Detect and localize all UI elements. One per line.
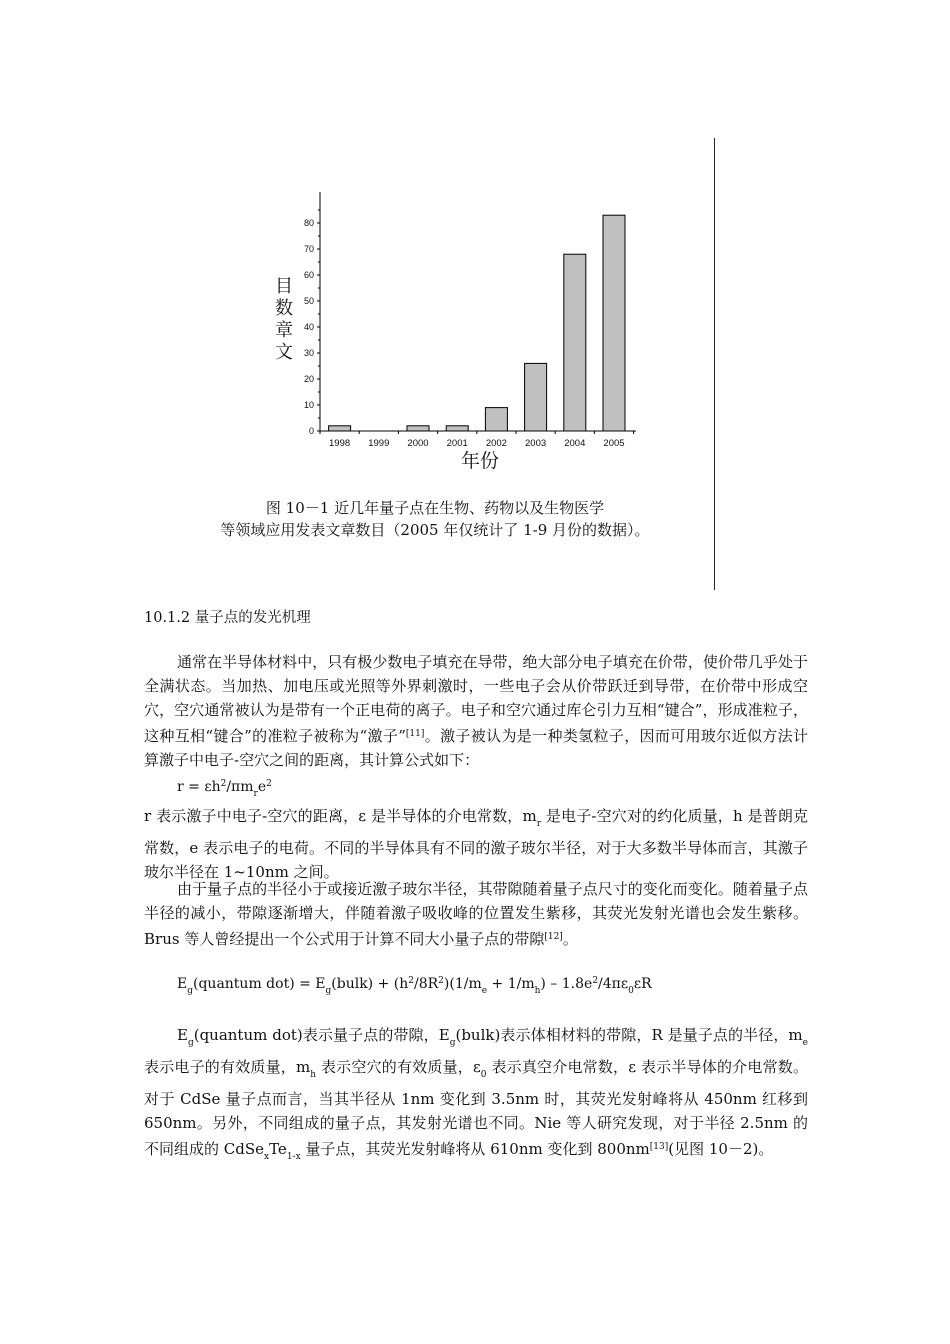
bar-2000 — [407, 426, 429, 431]
y-tick-label: 0 — [308, 426, 314, 436]
y-axis-label: 目数章文 — [275, 276, 293, 362]
paragraph-band-gap: 由于量子点的半径小于或接近激子玻尔半径，其带隙随着量子点尺寸的变化而变化。随着量子点半径的减小，带隙逐渐增大，伴随着激子吸收峰的位置发生紫移，其荧光发射光谱也会发生紫移。Brus 等人曾经提出一个公式用于计算不同大小量子点的带隙[12]。 — [144, 880, 808, 948]
vertical-rule — [714, 138, 715, 590]
x-tick-label: 2003 — [525, 438, 547, 449]
x-tick-label: 2002 — [485, 438, 507, 449]
x-tick-label: 2004 — [564, 438, 586, 449]
y-tick-label: 60 — [303, 270, 314, 280]
y-tick-label: 20 — [303, 374, 314, 384]
bar-1998 — [329, 426, 351, 431]
citation-11: [11] — [405, 729, 425, 739]
section-title: 10.1.2 量子点的发光机理 — [144, 610, 311, 626]
x-tick-label: 1999 — [368, 438, 390, 449]
y-tick-label: 70 — [303, 244, 314, 254]
brus-formula: $E_g(quantum$ $dot) = E_g(bulk) + (h^2/8R^2)(1/m_e + 1/m_h) - 1.8e^2/4\pi\varepsilon_0\varepsilon R$ — [177, 976, 652, 996]
x-tick-label: 2005 — [603, 438, 625, 449]
bar-2001 — [446, 426, 468, 431]
paragraph-exciton: 通常在半导体材料中，只有极少数电子填充在导带，绝大部分电子填充在价带，使价带几乎处于全满状态。当加热、加电压或光照等外界刺激时，一些电子会从价带跃迁到导带，在价带中形成空穴，空穴通常被认为是带有一个正电荷的离子。电子和空穴通过库仑引力互相“键合”，形成准粒子，这种互相“键合”的准粒子被称为“激子”[11]。激子被认为是一种类氢粒子，因而可用玻尔近似方法计算激子中电子-空穴之间的距离，其计算公式如下： — [144, 653, 808, 769]
bar-chart — [262, 178, 652, 478]
bohr-radius-formula: $r = \varepsilon h^2/\pi m_re^2$ — [177, 779, 272, 799]
figure-caption-line1: 图 10－1 近几年量子点在生物、药物以及生物医学 — [265, 499, 605, 517]
bar-2003 — [525, 363, 547, 431]
bar-2002 — [485, 408, 507, 431]
y-tick-label: 50 — [303, 296, 314, 306]
y-tick-label: 40 — [303, 322, 314, 332]
citation-12: [12] — [544, 932, 563, 942]
citation-13: [13] — [649, 1142, 669, 1152]
y-tick-label: 10 — [303, 400, 314, 410]
x-tick-label: 2001 — [446, 438, 468, 449]
bar-2005 — [603, 215, 625, 431]
bar-2004 — [564, 254, 586, 431]
y-tick-label: 80 — [303, 218, 314, 228]
x-axis-label: 年份 — [460, 451, 500, 472]
x-tick-label: 2000 — [407, 438, 429, 449]
figure-caption-line2: 等领域应用发表文章数目（2005 年仅统计了 1-9 月份的数据）。 — [220, 521, 650, 539]
paragraph-brus-explanation: $E_g(quantum$ dot)表示量子点的带隙，$E_g(bulk)$表示体相材料的带隙，R 是量子点的半径，$m_e$ 表示电子的有效质量，$m_h$ 表示空穴的有效质量，$\varepsilon_0$ 表示真空介电常数，ε 表示半导体的介电常数。对于 CdSe 量子点而言，当其半径从 1nm 变化到 3.5nm 时，其荧光发射峰将从 450nm 红移到 650nm。另外，不同组成的量子点，其发射光谱也不同。Nie 等人研究发现，对于半径 2.5nm 的不同组成的 $CdSe_xTe_{1-x}$ 量子点，其荧光发射峰将从 610nm 变化到 800nm[13](见图 10－2)。 — [144, 1026, 808, 1162]
x-tick-label: 1998 — [329, 438, 351, 449]
y-tick-label: 30 — [303, 348, 314, 358]
paragraph-formula-explanation: r 表示激子中电子-空穴的距离，ε 是半导体的介电常数，$m_r$ 是电子-空穴对的约化质量，h 是普朗克常数，e 表示电子的电荷。不同的半导体具有不同的激子玻尔半径，对于大多数半导体而言，其激子玻尔半径在 1~10nm 之间。 — [144, 807, 808, 881]
